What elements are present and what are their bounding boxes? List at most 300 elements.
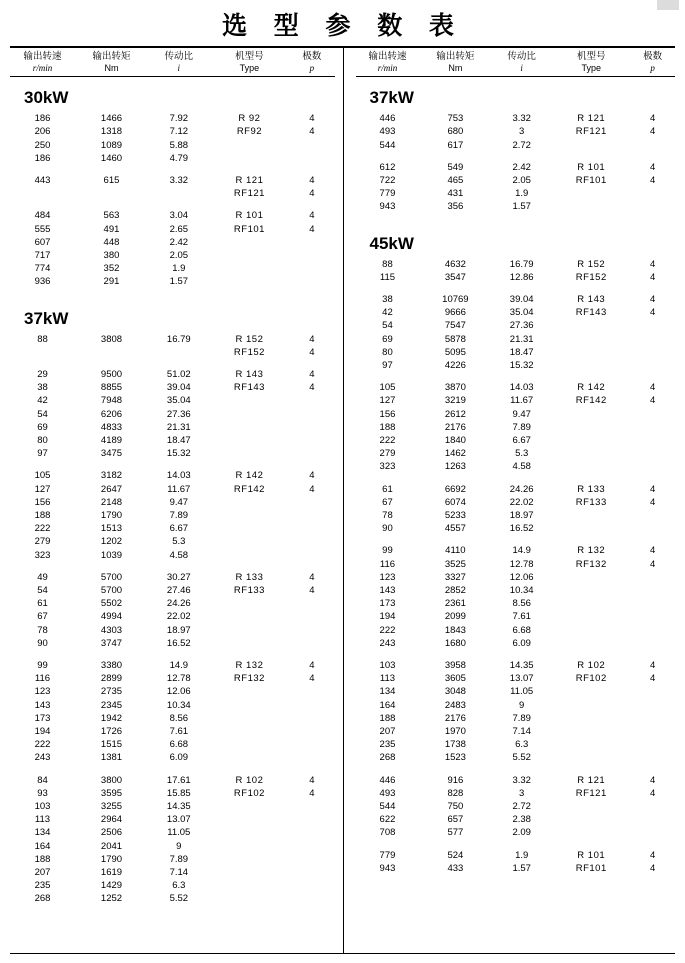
cell-output-speed: 99	[382, 545, 393, 557]
cell-poles	[628, 346, 677, 359]
cell-poles	[287, 139, 336, 152]
cell-output-speed: 323	[379, 461, 396, 473]
cell-type: RF132	[233, 673, 265, 685]
cell-output-torque: 3547	[444, 271, 466, 283]
cell-poles: 4	[309, 346, 315, 358]
cell-output-speed: 42	[37, 395, 48, 407]
cell-output-torque: 1680	[444, 637, 466, 649]
cell-output-torque: 577	[447, 827, 464, 839]
cell-output-speed: 708	[379, 827, 396, 839]
table-row	[354, 800, 678, 813]
cell-poles: 4	[650, 774, 656, 786]
cell-output-speed: 186	[34, 152, 51, 164]
cell-ratio: 3.32	[169, 174, 189, 186]
cell-ratio: 2.72	[512, 139, 531, 151]
cell-output-speed: 115	[379, 271, 396, 283]
cell-output-speed: 49	[37, 571, 48, 583]
cell-ratio: 9	[176, 840, 182, 852]
table-row	[354, 187, 678, 200]
cell-output-speed: 779	[379, 188, 396, 200]
cell-output-speed: 194	[379, 611, 396, 623]
model-group	[354, 258, 678, 284]
cell-output-torque: 6074	[444, 496, 466, 508]
cell-poles	[628, 813, 677, 826]
cell-output-speed: 612	[379, 161, 396, 173]
cell-output-torque: 2506	[100, 827, 123, 839]
cell-poles	[287, 840, 336, 853]
cell-output-torque: 1460	[100, 152, 123, 164]
header-poles: 极数 p	[643, 51, 663, 73]
cell-type	[212, 624, 288, 637]
cell-output-speed: 84	[37, 774, 48, 786]
cell-ratio: 18.47	[166, 434, 191, 446]
cell-output-speed: 555	[34, 223, 51, 235]
cell-output-speed: 936	[34, 276, 51, 288]
cell-poles	[287, 496, 336, 509]
cell-output-speed: 194	[34, 726, 51, 738]
cell-ratio: 6.68	[512, 624, 531, 636]
table-row	[354, 699, 678, 712]
cell-ratio: 7.61	[512, 611, 531, 623]
cell-ratio: 22.02	[509, 496, 534, 508]
cell-type: RF121	[575, 787, 607, 799]
table-row	[8, 685, 337, 698]
cell-output-speed: 156	[379, 408, 396, 420]
cell-output-speed: 67	[382, 496, 393, 508]
table-row	[8, 275, 337, 288]
table-row	[8, 421, 337, 434]
cell-poles	[287, 610, 336, 623]
cell-ratio: 2.72	[512, 801, 531, 813]
table-row	[8, 725, 337, 738]
cell-poles: 4	[650, 862, 656, 874]
footer-rule	[10, 953, 675, 954]
table-row	[8, 738, 337, 751]
cell-output-torque: 2964	[100, 814, 123, 826]
cell-poles	[628, 826, 677, 839]
cell-type	[212, 892, 288, 905]
cell-type	[212, 447, 288, 460]
cell-output-torque: 549	[447, 161, 464, 173]
cell-ratio: 6.67	[512, 434, 531, 446]
cell-poles	[287, 826, 336, 839]
cell-output-speed: 493	[379, 126, 396, 138]
cell-output-speed: 123	[34, 686, 51, 698]
table-row	[8, 368, 337, 381]
table-row	[354, 862, 678, 875]
cell-output-torque: 1970	[444, 726, 466, 738]
model-group	[354, 483, 678, 536]
cell-output-torque: 1515	[100, 739, 123, 751]
cell-poles	[287, 408, 336, 421]
cell-output-torque: 3595	[100, 787, 123, 799]
cell-type	[554, 800, 628, 813]
model-group	[8, 209, 337, 288]
cell-type	[554, 584, 628, 597]
column-headers-right	[354, 48, 678, 74]
cell-ratio: 12.06	[166, 686, 191, 698]
cell-output-speed: 207	[34, 867, 51, 879]
cell-type	[554, 522, 628, 535]
cell-type	[212, 549, 288, 562]
table-row	[8, 434, 337, 447]
cell-output-speed: 116	[34, 673, 51, 685]
table-row	[8, 672, 337, 685]
cell-ratio: 10.34	[166, 699, 191, 711]
cell-poles: 4	[650, 113, 656, 125]
cell-output-speed: 188	[379, 712, 396, 724]
cell-output-torque	[77, 346, 146, 359]
model-group	[354, 544, 678, 650]
cell-type	[212, 597, 288, 610]
cell-poles	[287, 421, 336, 434]
cell-type	[212, 853, 288, 866]
cell-output-speed: 722	[379, 174, 396, 186]
power-rating-heading: 45kW	[369, 233, 414, 253]
cell-ratio: 7.89	[169, 853, 189, 865]
model-group	[354, 381, 678, 473]
table-row	[8, 394, 337, 407]
cell-output-torque: 3870	[444, 382, 466, 394]
cell-poles	[628, 584, 677, 597]
cell-ratio: 2.38	[512, 814, 531, 826]
column-headers-left	[8, 48, 337, 74]
cell-output-torque	[77, 187, 146, 200]
cell-output-speed: 164	[34, 840, 51, 852]
table-row	[8, 447, 337, 460]
cell-poles	[287, 800, 336, 813]
cell-type	[554, 333, 628, 346]
table-row	[354, 139, 678, 152]
cell-ratio: 12.78	[166, 673, 191, 685]
table-row	[354, 319, 678, 332]
cell-output-speed: 88	[382, 258, 393, 270]
cell-output-torque: 1790	[100, 853, 123, 865]
cell-output-speed: 279	[379, 448, 396, 460]
cell-type: R 133	[235, 571, 264, 583]
cell-output-torque: 2852	[444, 585, 466, 597]
cell-poles: 4	[309, 188, 315, 200]
cell-ratio: 21.31	[166, 421, 191, 433]
cell-ratio: 7.61	[169, 726, 189, 738]
cell-poles	[628, 447, 677, 460]
cell-output-torque: 916	[447, 774, 464, 786]
cell-output-speed: 61	[382, 483, 393, 495]
cell-poles: 4	[309, 660, 315, 672]
cell-output-speed: 80	[382, 346, 393, 358]
cell-output-torque: 3219	[444, 395, 466, 407]
cell-output-speed: 134	[379, 686, 396, 698]
cell-type	[212, 879, 288, 892]
table-row	[354, 434, 678, 447]
cell-output-torque: 1738	[444, 739, 466, 751]
cell-poles	[628, 187, 677, 200]
cell-poles: 4	[650, 161, 656, 173]
cell-type	[212, 699, 288, 712]
table-row	[354, 813, 678, 826]
page-title: 选 型 参 数 表	[222, 11, 463, 40]
header-ratio: 传动比 i	[164, 51, 194, 73]
cell-poles	[287, 434, 336, 447]
table-row	[354, 125, 678, 138]
cell-output-torque: 3800	[100, 774, 123, 786]
cell-output-torque: 491	[103, 223, 120, 235]
cell-type: RF102	[575, 673, 607, 685]
cell-poles: 4	[309, 571, 315, 583]
cell-output-torque: 433	[447, 862, 464, 874]
table-row	[354, 725, 678, 738]
cell-output-speed: 622	[379, 814, 396, 826]
header-type: 机型号 Type	[576, 51, 606, 73]
cell-output-speed: 29	[37, 368, 48, 380]
cell-type	[554, 359, 628, 372]
cell-poles	[287, 624, 336, 637]
cell-type: R 133	[577, 483, 606, 495]
cell-poles: 4	[309, 113, 315, 125]
table-row	[354, 460, 678, 473]
cell-poles: 4	[650, 395, 656, 407]
table-row	[8, 139, 337, 152]
cell-poles	[287, 522, 336, 535]
cell-output-speed: 97	[37, 448, 48, 460]
cell-output-torque: 2099	[444, 611, 466, 623]
cell-ratio: 15.32	[166, 448, 191, 460]
table-row	[8, 853, 337, 866]
cell-type	[554, 738, 628, 751]
cell-output-speed: 103	[379, 660, 396, 672]
cell-ratio: 24.26	[509, 483, 534, 495]
cell-type	[212, 826, 288, 839]
cell-type	[212, 434, 288, 447]
cell-output-torque: 657	[447, 814, 464, 826]
cell-output-torque: 1202	[100, 536, 123, 548]
header-ratio: 传动比 i	[507, 51, 536, 73]
cell-output-speed: 484	[34, 210, 51, 222]
table-row	[354, 509, 678, 522]
cell-type	[554, 139, 628, 152]
cell-ratio: 1.9	[515, 849, 529, 861]
table-row	[8, 712, 337, 725]
cell-ratio: 6.09	[169, 752, 189, 764]
cell-output-torque: 2735	[100, 686, 123, 698]
cell-output-speed: 88	[37, 333, 48, 345]
cell-poles: 4	[650, 558, 656, 570]
cell-poles: 4	[650, 307, 656, 319]
cell-output-speed: 173	[34, 712, 51, 724]
cell-type	[554, 610, 628, 623]
cell-ratio: 2.42	[169, 236, 189, 248]
cell-poles	[287, 597, 336, 610]
cell-output-speed: 67	[37, 611, 48, 623]
model-group	[8, 571, 337, 650]
cell-type	[554, 685, 628, 698]
cell-output-torque: 5233	[444, 510, 466, 521]
cell-type: R 152	[577, 258, 606, 270]
cell-output-speed: 943	[379, 201, 396, 213]
cell-ratio: 7.89	[512, 421, 531, 433]
table-columns	[8, 48, 677, 953]
header-poles: 极数 p	[302, 51, 322, 73]
cell-poles	[287, 509, 336, 522]
cell-type	[212, 840, 288, 853]
cell-output-torque: 1790	[100, 510, 123, 521]
cell-poles	[628, 637, 677, 650]
model-group	[8, 368, 337, 460]
table-row	[354, 597, 678, 610]
cell-output-speed: 188	[379, 421, 396, 433]
cell-output-torque: 1462	[444, 448, 466, 460]
cell-ratio: 16.79	[166, 333, 191, 345]
cell-type: RF142	[233, 483, 265, 495]
cell-output-speed: 54	[382, 320, 393, 332]
table-row	[8, 787, 337, 800]
cell-poles: 4	[650, 174, 656, 186]
cell-poles	[628, 610, 677, 623]
cell-ratio: 13.07	[509, 673, 534, 685]
cell-poles	[628, 571, 677, 584]
table-row	[8, 249, 337, 262]
table-row	[8, 813, 337, 826]
cell-poles	[287, 853, 336, 866]
cell-poles: 4	[309, 333, 315, 345]
table-row	[354, 421, 678, 434]
cell-type: R 102	[235, 774, 264, 786]
table-row	[8, 112, 337, 125]
cell-output-torque: 5700	[100, 571, 123, 583]
model-group	[8, 174, 337, 200]
cell-output-torque: 1089	[100, 139, 123, 151]
cell-type: R 142	[577, 382, 606, 394]
cell-output-torque: 1726	[100, 726, 123, 738]
table-row	[354, 659, 678, 672]
cell-output-torque: 1513	[100, 523, 123, 535]
cell-type: R 101	[577, 161, 606, 173]
cell-output-torque: 6206	[100, 408, 123, 420]
table-row	[354, 738, 678, 751]
power-rating-heading: 37kW	[24, 308, 69, 328]
cell-ratio: 3.04	[169, 210, 189, 222]
cell-poles: 4	[309, 470, 315, 482]
left-sections	[8, 77, 337, 906]
cell-ratio: 16.52	[509, 523, 534, 535]
table-row	[354, 359, 678, 372]
power-rating-heading: 30kW	[24, 88, 69, 108]
cell-output-speed: 61	[37, 598, 48, 610]
cell-output-torque: 356	[447, 201, 464, 213]
cell-ratio: 39.04	[166, 382, 191, 394]
cell-output-speed: 90	[382, 523, 393, 535]
cell-poles	[628, 421, 677, 434]
cell-type: RF101	[233, 223, 265, 235]
cell-output-speed: 235	[34, 880, 51, 892]
cell-poles	[287, 275, 336, 288]
cell-ratio: 1.9	[515, 188, 529, 200]
cell-type	[212, 394, 288, 407]
cell-type: RF92	[236, 126, 263, 138]
cell-poles	[628, 139, 677, 152]
table-row	[354, 522, 678, 535]
cell-type: R 121	[577, 113, 606, 125]
header-output-torque: 输出转矩 Nm	[92, 51, 131, 73]
table-row	[8, 408, 337, 421]
cell-poles	[628, 685, 677, 698]
model-group	[8, 659, 337, 765]
cell-output-torque: 7547	[444, 320, 466, 332]
cell-output-torque: 2041	[100, 840, 123, 852]
cell-output-speed: 103	[34, 801, 51, 813]
cell-output-speed: 80	[37, 434, 48, 446]
model-group	[354, 849, 678, 875]
cell-type: RF152	[575, 271, 607, 283]
cell-output-torque: 465	[447, 174, 464, 186]
cell-poles: 4	[309, 223, 315, 235]
cell-output-speed: 446	[379, 774, 396, 786]
cell-output-torque: 615	[103, 174, 120, 186]
cell-ratio: 5.3	[515, 448, 529, 460]
cell-type: RF102	[233, 787, 265, 799]
table-row	[354, 826, 678, 839]
cell-output-torque: 3747	[100, 637, 123, 649]
table-row	[8, 174, 337, 187]
table-row	[8, 483, 337, 496]
table-row	[8, 840, 337, 853]
cell-poles	[628, 460, 677, 473]
cell-type: RF101	[575, 174, 607, 186]
cell-output-speed: 99	[37, 660, 48, 672]
cell-type: R 132	[235, 660, 264, 672]
cell-output-torque: 3380	[100, 660, 123, 672]
cell-poles	[287, 249, 336, 262]
cell-output-speed: 206	[34, 126, 51, 138]
table-row	[8, 549, 337, 562]
cell-output-torque: 5095	[444, 346, 466, 358]
cell-output-torque: 1840	[444, 434, 466, 446]
cell-output-torque: 3182	[100, 470, 123, 482]
cell-output-torque: 3327	[444, 571, 466, 583]
cell-output-torque: 828	[447, 787, 464, 799]
cell-output-speed: 143	[34, 699, 51, 711]
table-row	[354, 672, 678, 685]
cell-output-speed: 222	[34, 523, 51, 535]
cell-poles	[628, 751, 677, 764]
cell-ratio: 9.47	[169, 496, 189, 508]
table-row	[8, 496, 337, 509]
cell-type: RF143	[233, 382, 265, 394]
model-group	[354, 161, 678, 214]
cell-type	[212, 800, 288, 813]
cell-poles	[628, 712, 677, 725]
cell-output-speed: 243	[379, 637, 396, 649]
cell-ratio: 14.03	[509, 382, 534, 394]
cell-ratio: 15.32	[509, 359, 534, 371]
cell-output-torque: 1318	[100, 126, 123, 138]
table-row	[8, 346, 337, 359]
cell-ratio: 12.78	[509, 558, 534, 570]
cell-type: RF133	[233, 585, 265, 597]
table-row	[354, 333, 678, 346]
cell-output-speed: 90	[37, 637, 48, 649]
right-table-column	[343, 48, 678, 953]
cell-type: R 142	[235, 470, 264, 482]
cell-type	[212, 262, 288, 275]
cell-poles	[287, 685, 336, 698]
table-row	[354, 544, 678, 557]
cell-output-speed: 186	[34, 113, 51, 125]
table-row	[8, 584, 337, 597]
cell-ratio: 24.26	[166, 598, 191, 610]
cell-output-torque: 380	[103, 249, 120, 261]
cell-type	[212, 725, 288, 738]
